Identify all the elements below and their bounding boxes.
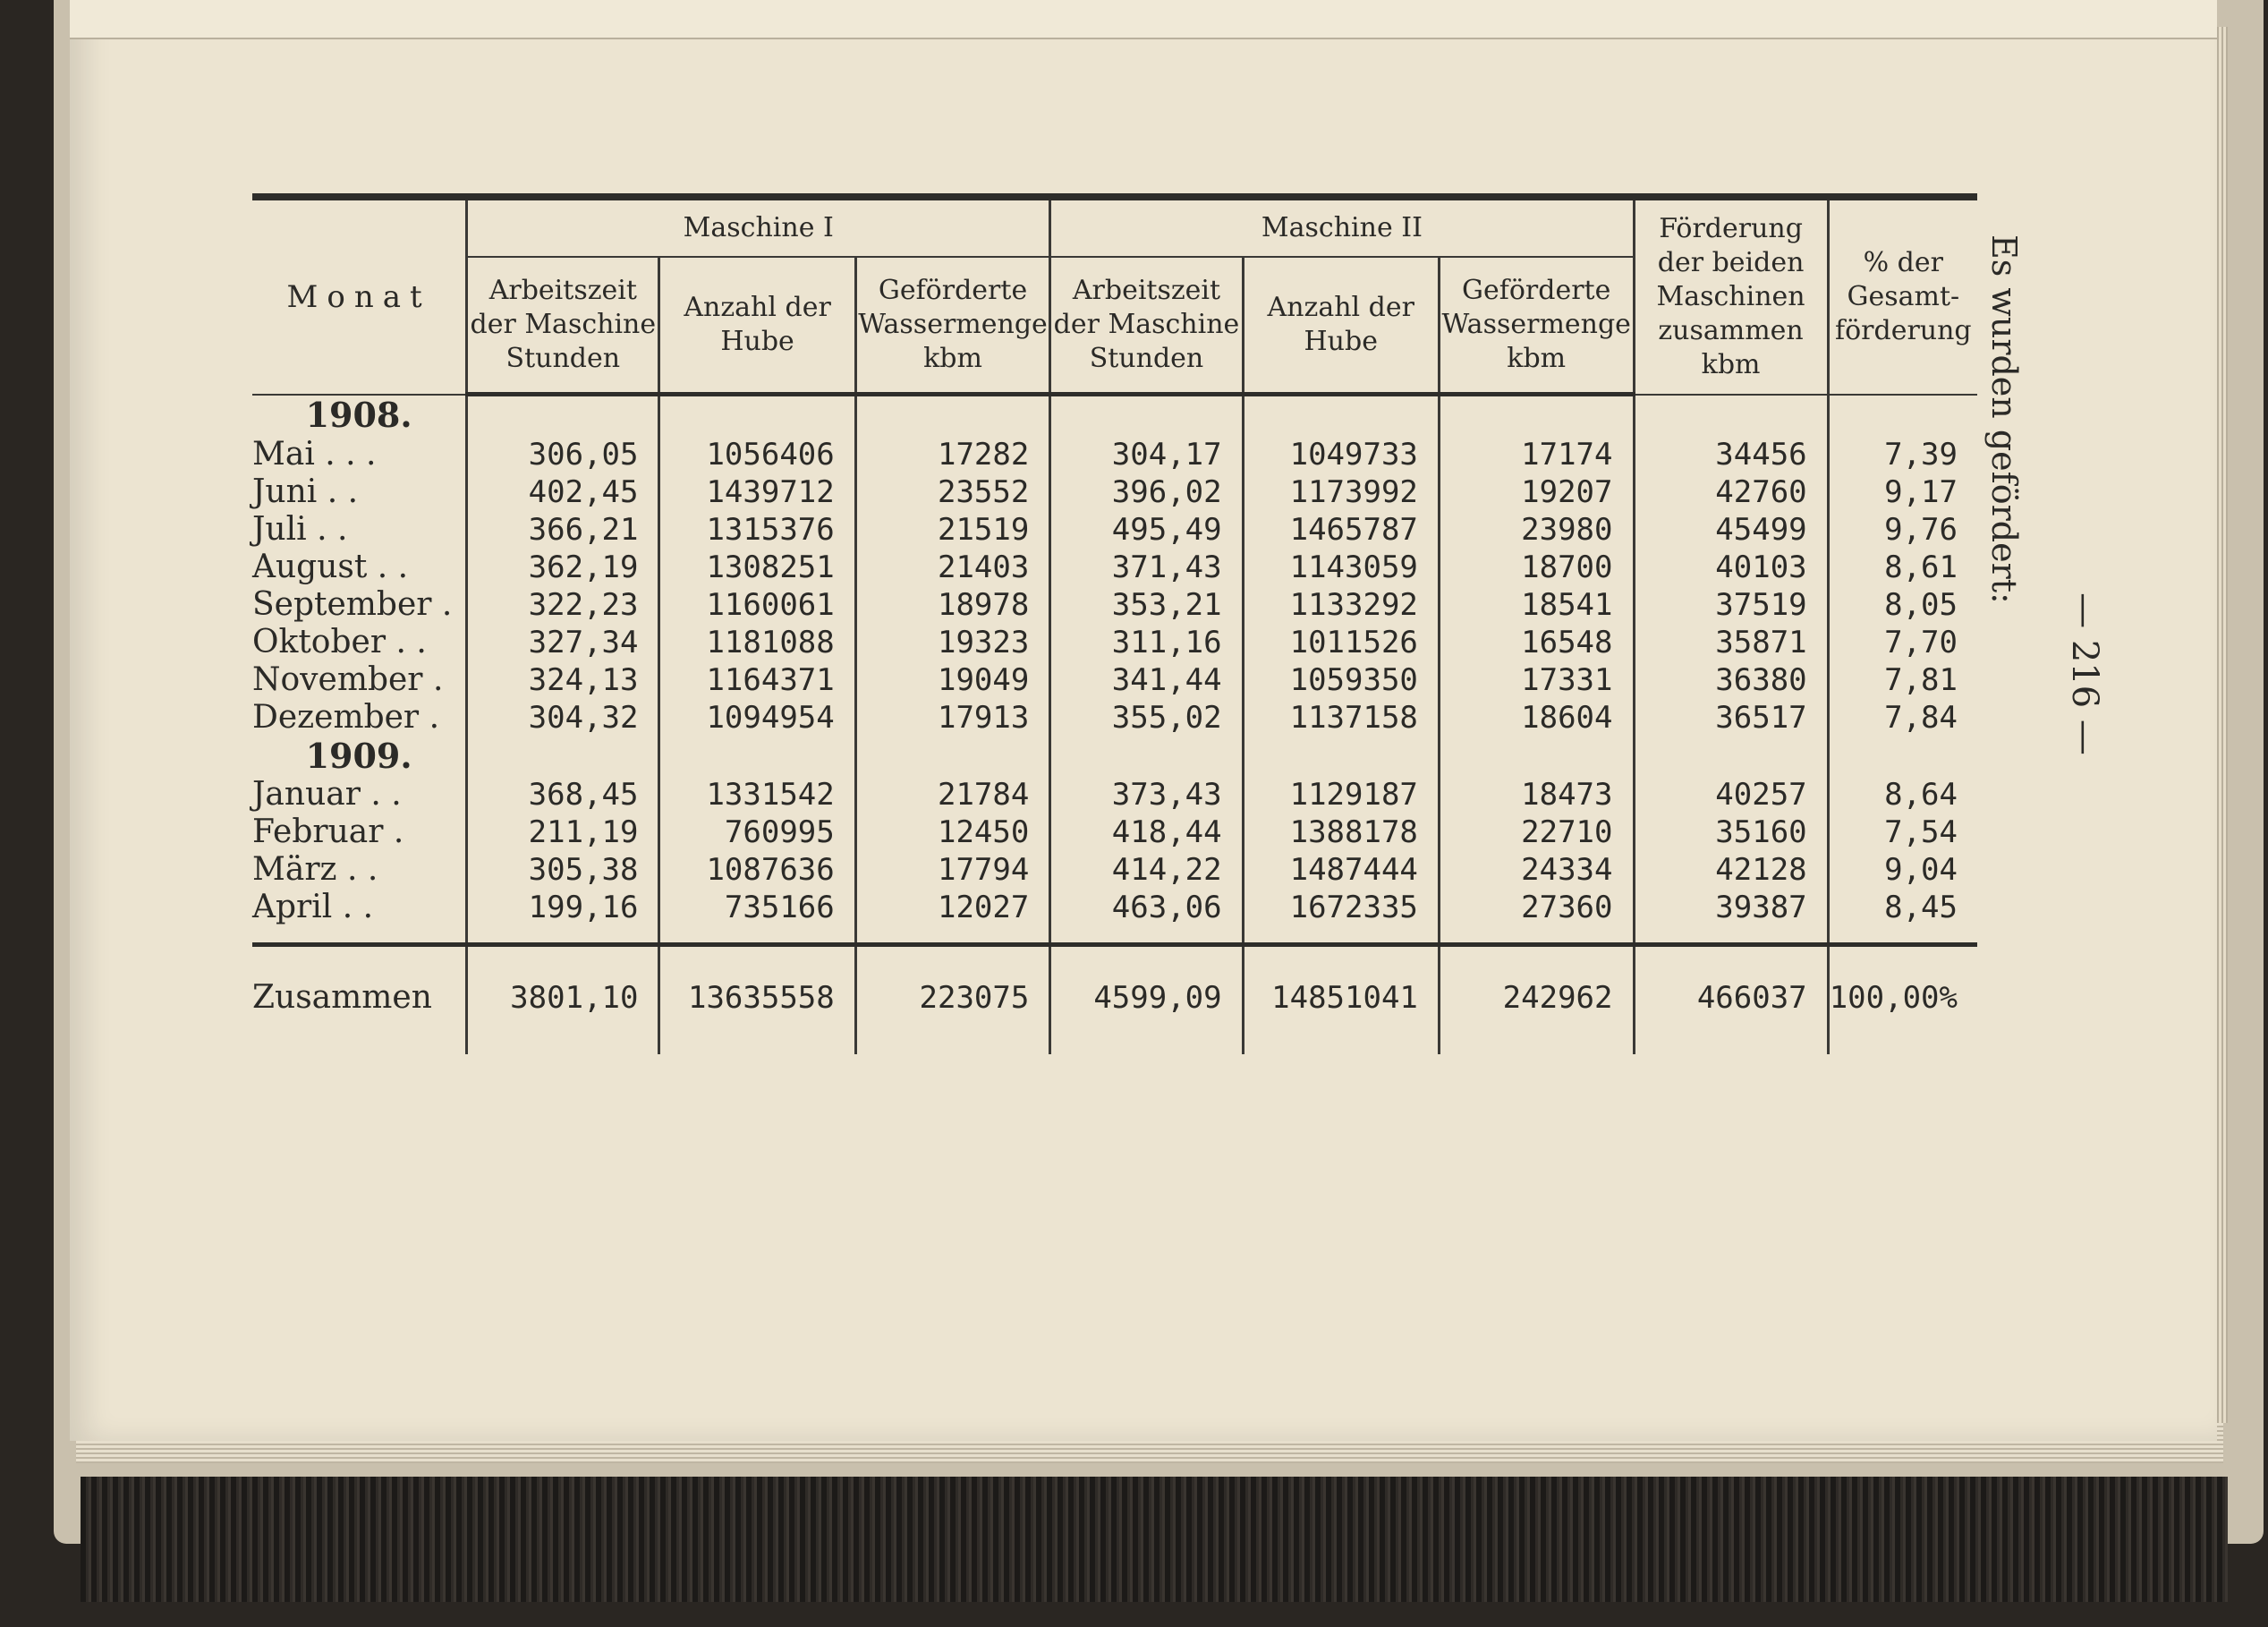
table-row [252,549,1977,586]
cell: 1164371 [659,661,855,699]
cell: 17174 [1439,436,1634,473]
table-row [252,814,1977,851]
cell: 13635558 [659,945,855,1055]
cell: 40103 [1634,549,1828,586]
header-workhours-1: Arbeitszeit der Maschine Stunden [467,257,659,395]
cell: 7,54 [1884,814,1958,850]
cell: 305,38 [467,851,659,889]
header-strokes-2: Anzahl der Hube [1243,257,1439,395]
cell: 27360 [1439,889,1634,926]
cell: 18604 [1439,699,1634,737]
total-label: Zusammen [252,945,467,1055]
cell: 8,61 [1884,549,1958,585]
cell: 1439712 [659,473,855,511]
cell: 7,81 [1884,662,1958,698]
cell: 1315376 [659,511,855,549]
table-row [252,586,1977,624]
table-row [252,511,1977,549]
month-cell: Dezember . [252,699,467,737]
cell: 1011526 [1243,624,1439,661]
cell: 199,16 [467,889,659,926]
cell: 463,06 [1050,889,1243,926]
header-workhours-2: Arbeitszeit der Maschine Stunden [1050,257,1243,395]
page-number [2049,537,2120,805]
cell: 362,19 [467,549,659,586]
table-row [252,661,1977,699]
cell: 17331 [1439,661,1634,699]
cell: 39387 [1634,889,1828,926]
month-cell: November . [252,661,467,699]
cell: 327,34 [467,624,659,661]
table-row [252,776,1977,814]
cell: 22710 [1439,814,1634,851]
cell: 373,43 [1050,776,1243,814]
cell: 1487444 [1243,851,1439,889]
cell: 35160 [1634,814,1828,851]
cell: 36517 [1634,699,1828,737]
cell: 21519 [855,511,1050,549]
cell: 7,39 [1884,437,1958,473]
year-label: 1909. [252,737,467,776]
cell: 4599,09 [1050,945,1243,1055]
table-row [252,473,1977,511]
header-machine2: Maschine II [1050,197,1634,257]
year-row-1909 [252,737,1977,776]
cell: 19207 [1439,473,1634,511]
cell: 12027 [855,889,1050,926]
cell: 16548 [1439,624,1634,661]
cell: 19323 [855,624,1050,661]
cell: 341,44 [1050,661,1243,699]
cell: 45499 [1634,511,1828,549]
cell: 304,17 [1050,436,1243,473]
cell: 1059350 [1243,661,1439,699]
cell: 1465787 [1243,511,1439,549]
water-table [252,193,1977,1054]
cell: 23980 [1439,511,1634,549]
cell: 8,64 [1884,777,1958,813]
cell: 24334 [1439,851,1634,889]
page-number-text: — 216 — [2064,592,2105,755]
header-strokes-1: Anzahl der Hube [659,257,855,395]
cell: 37519 [1634,586,1828,624]
cell: 42128 [1634,851,1828,889]
cell: 7,70 [1884,625,1958,660]
cell: 306,05 [467,436,659,473]
year-label: 1908. [252,395,467,437]
cell: 100,00% [1828,945,1977,1055]
month-cell: März . . [252,851,467,889]
cell: 353,21 [1050,586,1243,624]
cell: 23552 [855,473,1050,511]
cell: 368,45 [467,776,659,814]
cell: 17282 [855,436,1050,473]
cell: 371,43 [1050,549,1243,586]
cell: 40257 [1634,776,1828,814]
cell: 36380 [1634,661,1828,699]
cell: 21403 [855,549,1050,586]
cell: 1672335 [1243,889,1439,926]
month-cell: Januar . . [252,776,467,814]
cell: 8,45 [1884,890,1958,925]
total-row [252,945,1977,1055]
book-spine-bottom [81,1477,2228,1602]
cell: 1094954 [659,699,855,737]
cell: 311,16 [1050,624,1243,661]
cell: 466037 [1634,945,1828,1055]
month-cell: September . [252,586,467,624]
year-row-1908 [252,395,1977,437]
cell: 1087636 [659,851,855,889]
data-table [252,193,1977,1054]
cell: 9,76 [1884,512,1958,548]
side-caption [1977,234,2024,1226]
cell: 304,32 [467,699,659,737]
cell: 18700 [1439,549,1634,586]
cell: 7,84 [1884,700,1958,736]
cell: 211,19 [467,814,659,851]
cell: 324,13 [467,661,659,699]
header-water-1: Geförderte Wassermenge kbm [855,257,1050,395]
cell: 19049 [855,661,1050,699]
cell: 495,49 [1050,511,1243,549]
cell: 17913 [855,699,1050,737]
cell: 760995 [659,814,855,851]
cell: 242962 [1439,945,1634,1055]
header-machine1: Maschine I [467,197,1050,257]
cell: 8,05 [1884,587,1958,623]
month-cell: Juni . . [252,473,467,511]
cell: 223075 [855,945,1050,1055]
cell: 17794 [855,851,1050,889]
month-cell: Oktober . . [252,624,467,661]
cell: 1331542 [659,776,855,814]
side-caption-text: Es wurden gefördert: [1984,234,2024,604]
header-both: Förderung der beiden Maschinen zusammen kbm [1634,197,1828,395]
cell: 366,21 [467,511,659,549]
table-row [252,699,1977,737]
cell: 1049733 [1243,436,1439,473]
header-group-row [252,197,1977,257]
cell: 18541 [1439,586,1634,624]
cell: 9,17 [1884,474,1958,510]
cell: 3801,10 [467,945,659,1055]
cell: 1160061 [659,586,855,624]
cell: 1137158 [1243,699,1439,737]
cell: 42760 [1634,473,1828,511]
cell: 35871 [1634,624,1828,661]
cell: 18473 [1439,776,1634,814]
cell: 1129187 [1243,776,1439,814]
header-month: Monat [252,197,467,395]
cell: 402,45 [467,473,659,511]
cell: 735166 [659,889,855,926]
cell: 9,04 [1884,852,1958,888]
cell: 1173992 [1243,473,1439,511]
month-cell: Juli . . [252,511,467,549]
header-percent: % der Gesamt-förderung [1828,197,1977,395]
cell: 418,44 [1050,814,1243,851]
cell: 34456 [1634,436,1828,473]
cell: 355,02 [1050,699,1243,737]
cell: 1056406 [659,436,855,473]
cell: 21784 [855,776,1050,814]
cell: 1308251 [659,549,855,586]
table-row [252,624,1977,661]
month-cell: April . . [252,889,467,926]
cell: 414,22 [1050,851,1243,889]
cell: 396,02 [1050,473,1243,511]
cell: 1388178 [1243,814,1439,851]
month-cell: Februar . [252,814,467,851]
month-cell: Mai . . . [252,436,467,473]
previous-page-edge [70,0,2217,39]
cell: 1133292 [1243,586,1439,624]
table-row [252,889,1977,926]
header-water-2: Geförderte Wassermenge kbm [1439,257,1634,395]
cell: 18978 [855,586,1050,624]
cell: 12450 [855,814,1050,851]
table-row [252,436,1977,473]
cell: 1143059 [1243,549,1439,586]
month-cell: August . . [252,549,467,586]
cell: 1181088 [659,624,855,661]
cell: 322,23 [467,586,659,624]
cell: 14851041 [1243,945,1439,1055]
table-row [252,851,1977,889]
